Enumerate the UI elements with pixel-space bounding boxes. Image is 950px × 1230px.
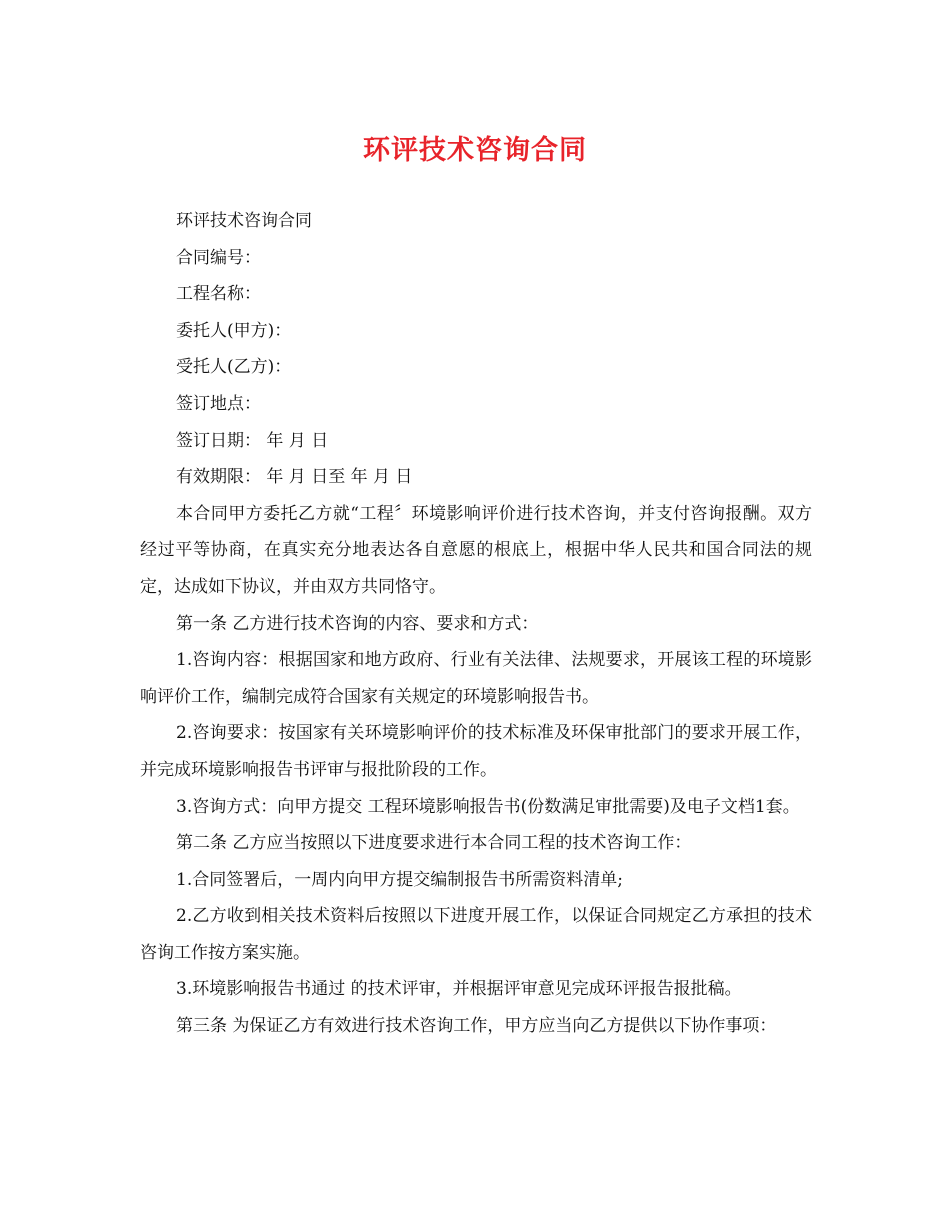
paragraph-article-2: 第二条 乙方应当按照以下进度要求进行本合同工程的技术咨询工作： — [176, 833, 692, 854]
paragraph-article-2-item-2: 2.乙方收到相关技术资料后按照以下进度开展工作，以保证合同规定乙方承担的技术咨询工作按方案实施。 — [140, 906, 812, 963]
paragraph-contract-name: 环评技术咨询合同 — [176, 211, 312, 231]
paragraph-article-1-item-2: 2.咨询要求：按国家有关环境影响评价的技术标准及环保审批部门的要求开展工作，并完成环境影响报告书评审与报批阶段的工作。 — [140, 723, 812, 780]
paragraph-article-2-item-3: 3.环境影响报告书通过 的技术评审，并根据评审意见完成环评报告报批稿。 — [176, 979, 742, 1000]
paragraph-signing-date: 签订日期： 年 月 日 — [176, 430, 329, 451]
paragraph-preamble: 本合同甲方委托乙方就“工程〞环境影响评价进行技术咨询，并支付咨询报酬。双方经过平等协商，在真实充分地表达各自意愿的根底上，根据中华人民共和国合同法的规定，达成如下协议，并由双方共同恪守。 — [140, 503, 812, 597]
paragraph-project-name: 工程名称： — [176, 284, 261, 305]
paragraph-contract-number: 合同编号： — [176, 247, 261, 268]
paragraph-article-1: 第一条 乙方进行技术咨询的内容、要求和方式： — [176, 613, 539, 634]
paragraph-article-2-item-1: 1.合同签署后，一周内向甲方提交编制报告书所需资料清单; — [176, 869, 623, 890]
paragraph-validity: 有效期限： 年 月 日至 年 月 日 — [176, 467, 413, 488]
paragraph-signing-place: 签订地点： — [176, 393, 261, 414]
paragraph-client: 委托人(甲方)： — [176, 320, 292, 341]
document-body — [140, 203, 812, 1045]
document-title: 环评技术咨询合同 — [363, 135, 587, 166]
paragraph-article-1-item-1: 1.咨询内容：根据国家和地方政府、行业有关法律、法规要求，开展该工程的环境影响评价工作，编制完成符合国家有关规定的环境影响报告书。 — [140, 650, 812, 707]
paragraph-contractor: 受托人(乙方)： — [176, 357, 292, 378]
paragraph-article-1-item-3: 3.咨询方式：向甲方提交 工程环境影响报告书(份数满足审批需要)及电子文档1套。 — [176, 796, 800, 817]
paragraph-article-3: 第三条 为保证乙方有效进行技术咨询工作，甲方应当向乙方提供以下协作事项： — [176, 1016, 777, 1037]
